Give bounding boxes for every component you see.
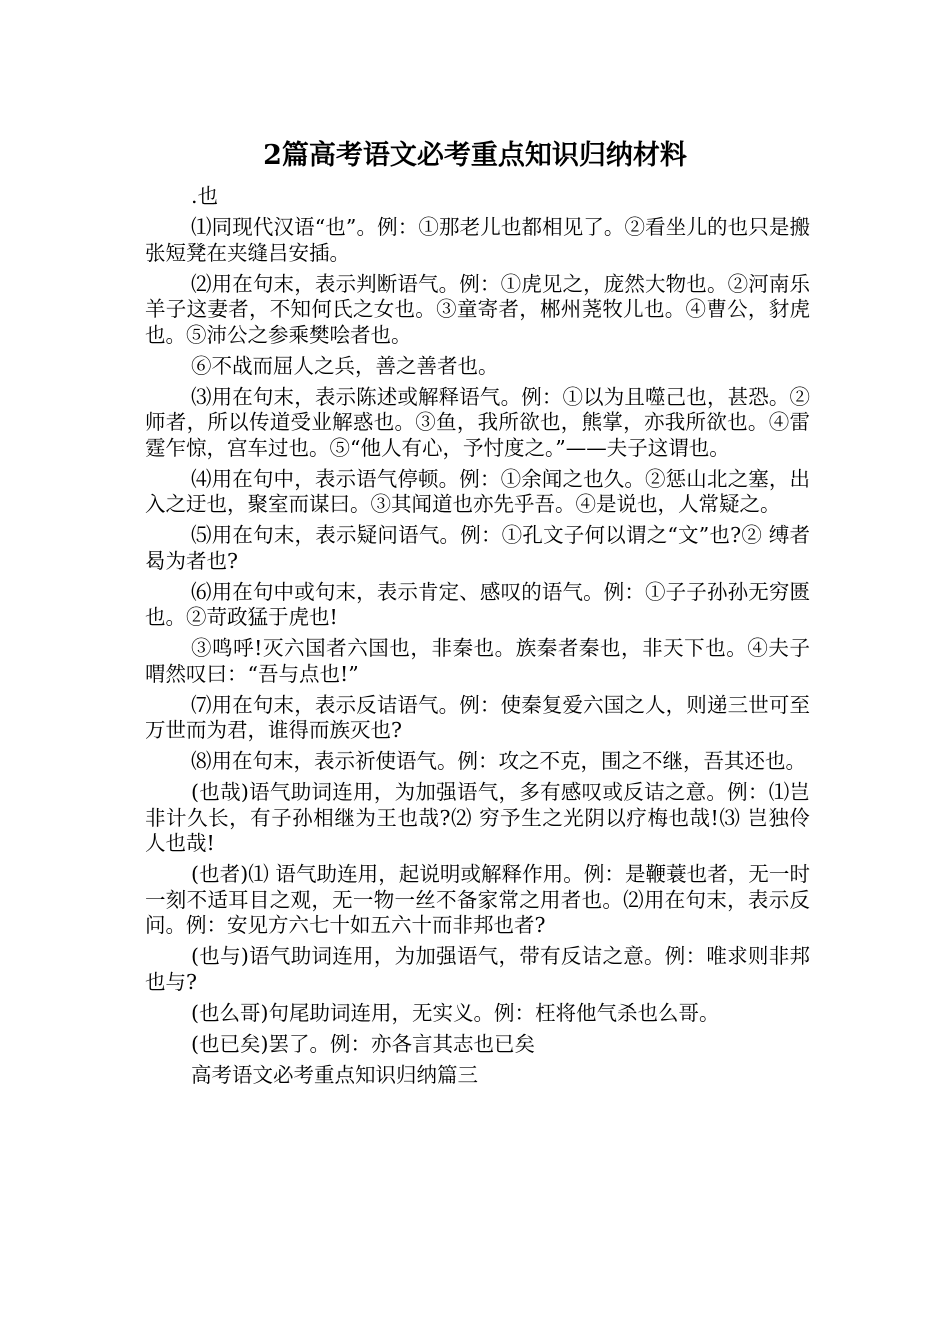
paragraph: (也么哥)句尾助词连用，无实义。例：枉将他气杀也么哥。 bbox=[191, 1000, 720, 1025]
paragraph: (也与)语气助词连用，为加强语气，带有反诘之意。例：唯求则非邦也与? bbox=[145, 944, 810, 994]
paragraph: ⑻用在句末，表示祈使语气。例：攻之不克，围之不继，吾其还也。 bbox=[191, 749, 806, 773]
document-title: 2篇高考语文必考重点知识归纳材料 bbox=[263, 140, 687, 171]
paragraph: ⑶用在句末，表示陈述或解释语气。例：①以为且噬己也，甚恐。②师者，所以传道受业解惑也。③鱼，我所欲也，熊掌，亦我所欲也。④雷霆乍惊，宫车过也。⑤“他人有心，予忖度之。”——夫子这谓也。 bbox=[145, 384, 810, 460]
paragraph: ⑸用在句末，表示疑问语气。例：①孔文子何以谓之“文”也?② 缚者曷为者也? bbox=[145, 523, 810, 573]
paragraph: ⑴同现代汉语“也”。例：①那老儿也都相见了。②看坐儿的也只是搬张短凳在夹缝吕安插。 bbox=[145, 215, 810, 265]
paragraph: ⑹用在句中或句末，表示肯定、感叹的语气。例：①子子孙孙无穷匮也。②苛政猛于虎也! bbox=[145, 579, 810, 629]
paragraph: (也哉)语气助词连用，为加强语气，多有感叹或反诘之意。例：⑴岂非计久长，有子孙相继为王也哉?⑵ 穷予生之光阴以疗梅也哉!⑶ 岂独伶人也哉! bbox=[145, 780, 810, 855]
paragraph: 高考语文必考重点知识归纳篇三 bbox=[191, 1062, 478, 1087]
paragraph: ⑵用在句末，表示判断语气。例：①虎见之，庞然大物也。②河南乐羊子这妻者，不知何氏之女也。③童寄者，郴州荛牧儿也。④曹公，豺虎也。⑤沛公之参乘樊哙者也。 bbox=[145, 271, 810, 347]
paragraph: ⑥不战而屈人之兵，善之善者也。 bbox=[191, 353, 499, 378]
paragraph: (也者)⑴ 语气助连用，起说明或解释作用。例：是鞭蓑也者，无一时一刻不适耳目之观，无一物一丝不备家常之用者也。⑵用在句末，表示反问。例：安见方六七十如五六十而非邦也者? bbox=[145, 862, 810, 937]
paragraph: ⑷用在句中，表示语气停顿。例：①余闻之也久。②惩山北之塞，出入之迂也，聚室而谋曰。③其闻道也亦先乎吾。④是说也，人常疑之。 bbox=[145, 466, 810, 516]
paragraph: .也 bbox=[191, 184, 219, 208]
paragraph: ③鸣呼!灭六国者六国也，非秦也。族秦者秦也，非天下也。④夫子喟然叹曰：“吾与点也!” bbox=[145, 636, 810, 686]
paragraph: (也已矣)罢了。例：亦各言其志也已矣 bbox=[191, 1031, 535, 1056]
paragraph: ⑺用在句末，表示反诘语气。例：使秦复爱六国之人，则递三世可至万世而为君，谁得而族灭也? bbox=[145, 692, 810, 742]
document-body bbox=[145, 184, 810, 1094]
